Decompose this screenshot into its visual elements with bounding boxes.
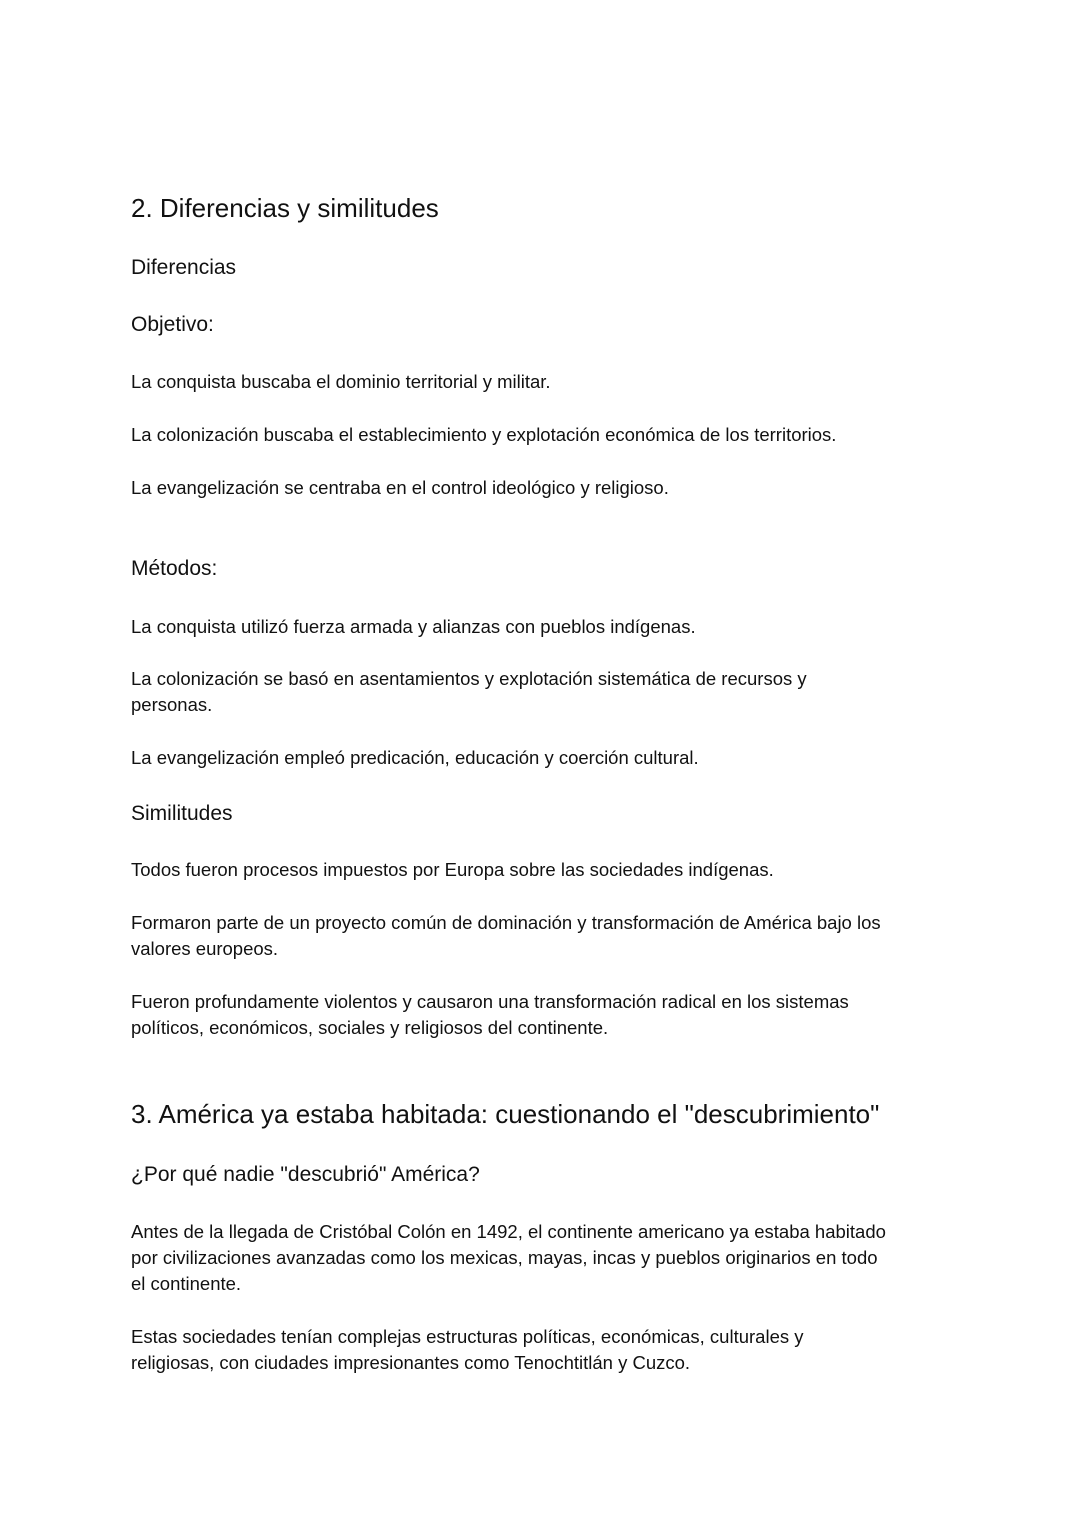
paragraph: valores europeos.: [131, 938, 279, 959]
objetivo-heading: Objetivo:: [131, 313, 214, 336]
section-3-subheading: ¿Por qué nadie "descubrió" América?: [131, 1163, 480, 1186]
paragraph: Estas sociedades tenían complejas estructuras políticas, económicas, culturales y: [131, 1326, 804, 1347]
metodos-heading: Métodos:: [131, 557, 218, 580]
paragraph: el continente.: [131, 1273, 242, 1294]
paragraph: La colonización buscaba el establecimiento y explotación económica de los territorios.: [131, 424, 837, 445]
paragraph: Todos fueron procesos impuestos por Europa sobre las sociedades indígenas.: [131, 859, 774, 880]
paragraph: Fueron profundamente violentos y causaron una transformación radical en los sistemas: [131, 991, 849, 1012]
similitudes-heading: Similitudes: [131, 802, 233, 825]
paragraph: La conquista utilizó fuerza armada y alianzas con pueblos indígenas.: [131, 616, 696, 637]
paragraph: personas.: [131, 694, 213, 715]
paragraph: Formaron parte de un proyecto común de dominación y transformación de América bajo los: [131, 912, 881, 933]
paragraph: por civilizaciones avanzadas como los mexicas, mayas, incas y pueblos originarios en todo: [131, 1247, 878, 1268]
paragraph: Antes de la llegada de Cristóbal Colón en 1492, el continente americano ya estaba habitado: [131, 1221, 886, 1242]
paragraph: religiosas, con ciudades impresionantes como Tenochtitlán y Cuzco.: [131, 1352, 691, 1373]
diferencias-heading: Diferencias: [131, 256, 237, 279]
paragraph: políticos, económicos, sociales y religiosos del continente.: [131, 1017, 609, 1038]
paragraph: La evangelización empleó predicación, educación y coerción cultural.: [131, 747, 699, 768]
paragraph: La evangelización se centraba en el control ideológico y religioso.: [131, 477, 669, 498]
section-3-heading: 3. América ya estaba habitada: cuestionando el "descubrimiento": [131, 1099, 880, 1129]
paragraph: La conquista buscaba el dominio territorial y militar.: [131, 371, 551, 392]
paragraph: La colonización se basó en asentamientos y explotación sistemática de recursos y: [131, 668, 807, 689]
section-2-heading: 2. Diferencias y similitudes: [131, 193, 439, 223]
